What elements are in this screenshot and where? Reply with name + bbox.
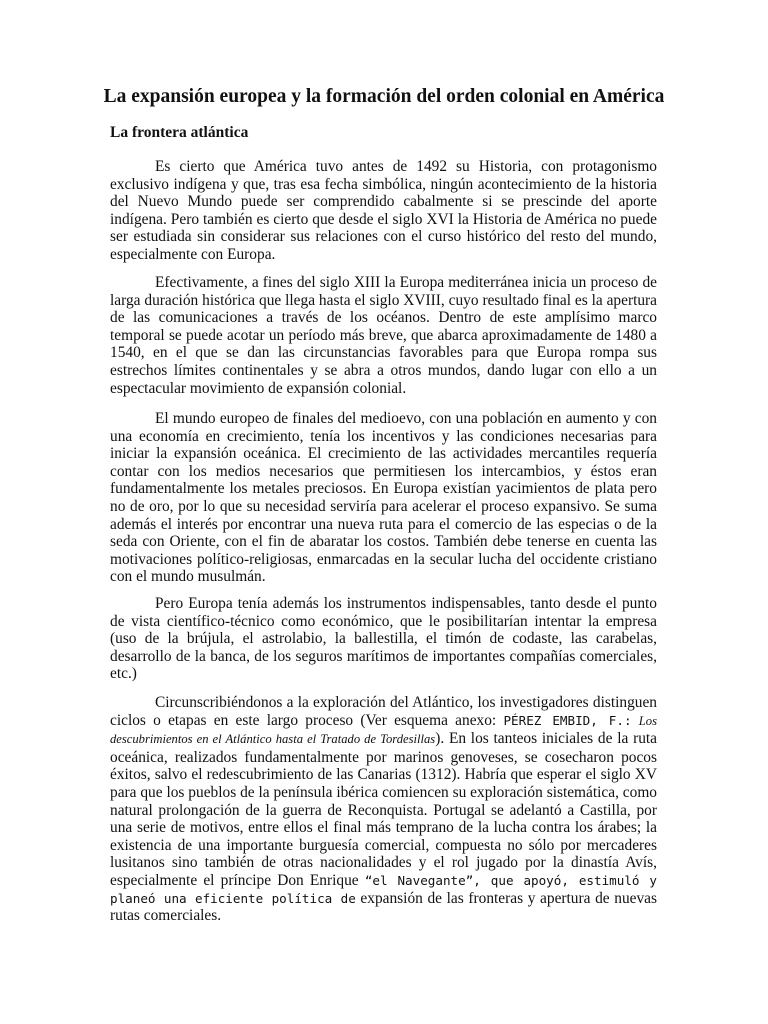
paragraph-5-text-2: ). En los tanteos iniciales de la ruta oceánica, realizados fundamentalmente por marinos genoveses, se cosecharon pocos éxitos, salvo el redescubrimiento de las Canarias (1312). Habría que esperar el siglo XV para que los pueblos de la península ibérica comiencen su exploración sistemática, como natural prolongación de la guerra de Reconquista. Portugal se adelantó a Castilla, por una serie de motivos, entre ellos el final más temprano de la lucha contra los árabes; la existencia de una importante burguesía comercial, compuesta no sólo por mercaderes lusitanos sino también de otras nacionalidades y el rol jugado por la dinastía Avís, especialmente el príncipe Don Enrique bbox=[110, 730, 658, 889]
reference-author: PÉREZ EMBID, F.: bbox=[503, 712, 632, 728]
paragraph-4: Pero Europa tenía además los instrumentos indispensables, tanto desde el punto de vista científico-técnico como económico, que le posibilitarían intentar la empresa (uso de la brújula, el astrolabio, la ballestilla, el timón de codaste, las carabelas, desarrollo de la banca, de los seguros marítimos de importantes compañías comerciales, etc.) bbox=[110, 595, 657, 683]
paragraph-5 bbox=[110, 694, 657, 925]
paragraph-3: El mundo europeo de finales del medioevo, con una población en aumento y con una economía en crecimiento, tenía los incentivos y las condiciones necesarias para iniciar la expansión oceánica. El crecimiento de las actividades mercantiles requería contar con los medios necesarios que permitiesen los intercambios, y éstos eran fundamentalmente los metales preciosos. En Europa existían yacimientos de plata pero no de oro, por lo que su necesidad serviría para acelerar el proceso expansivo. Se suma además el interés por encontrar una nueva ruta para el comercio de las especias o de la seda con Oriente, con el fin de abaratar los costos. También debe tenerse en cuenta las motivaciones político-religiosas, enmarcadas en la secular lucha del occidente cristiano con el mundo musulmán. bbox=[110, 410, 657, 586]
paragraph-5-text-1: Circunscribiéndonos a la exploración del Atlántico, los investigadores distinguen ciclos o etapas en este largo proceso (Ver esquema anexo: bbox=[110, 694, 657, 729]
section-heading: La frontera atlántica bbox=[110, 124, 249, 141]
paragraph-1: Es cierto que América tuvo antes de 1492 su Historia, con protagonismo exclusivo indígena y que, tras esa fecha simbólica, ningún acontecimiento de la historia del Nuevo Mundo puede ser comprendido cabalmente si se prescinde del aporte indígena. Pero también es cierto que desde el siglo XVI la Historia de América no puede ser estudiada sin considerar sus relaciones con el curso histórico del resto del mundo, especialmente con Europa. bbox=[110, 158, 657, 263]
document-title: La expansión europea y la formación del orden colonial en América bbox=[103, 86, 665, 107]
reference-title: Los descubrimientos en el Atlántico hasta el Tratado de Tordesillas bbox=[110, 713, 657, 747]
paragraph-5-text-3: “el Navegante”, que apoyó, estimuló y planeó una eficiente política de bbox=[110, 872, 657, 906]
paragraph-5-text-4: expansión de las fronteras y apertura de nuevas rutas comerciales. bbox=[110, 889, 657, 925]
paragraph-2: Efectivamente, a fines del siglo XIII la Europa mediterránea inicia un proceso de larga duración histórica que llega hasta el siglo XVIII, cuyo resultado final es la apertura de las comunicaciones a través de los océanos. Dentro de este amplísimo marco temporal se puede acotar un período más breve, que abarca aproximadamente de 1480 a 1540, en el que se dan las circunstancias favorables para que Europa rompa sus estrechos límites continentales y se abra a otros mundos, dando lugar con ello a un espectacular movimiento de expansión colonial. bbox=[110, 274, 657, 397]
